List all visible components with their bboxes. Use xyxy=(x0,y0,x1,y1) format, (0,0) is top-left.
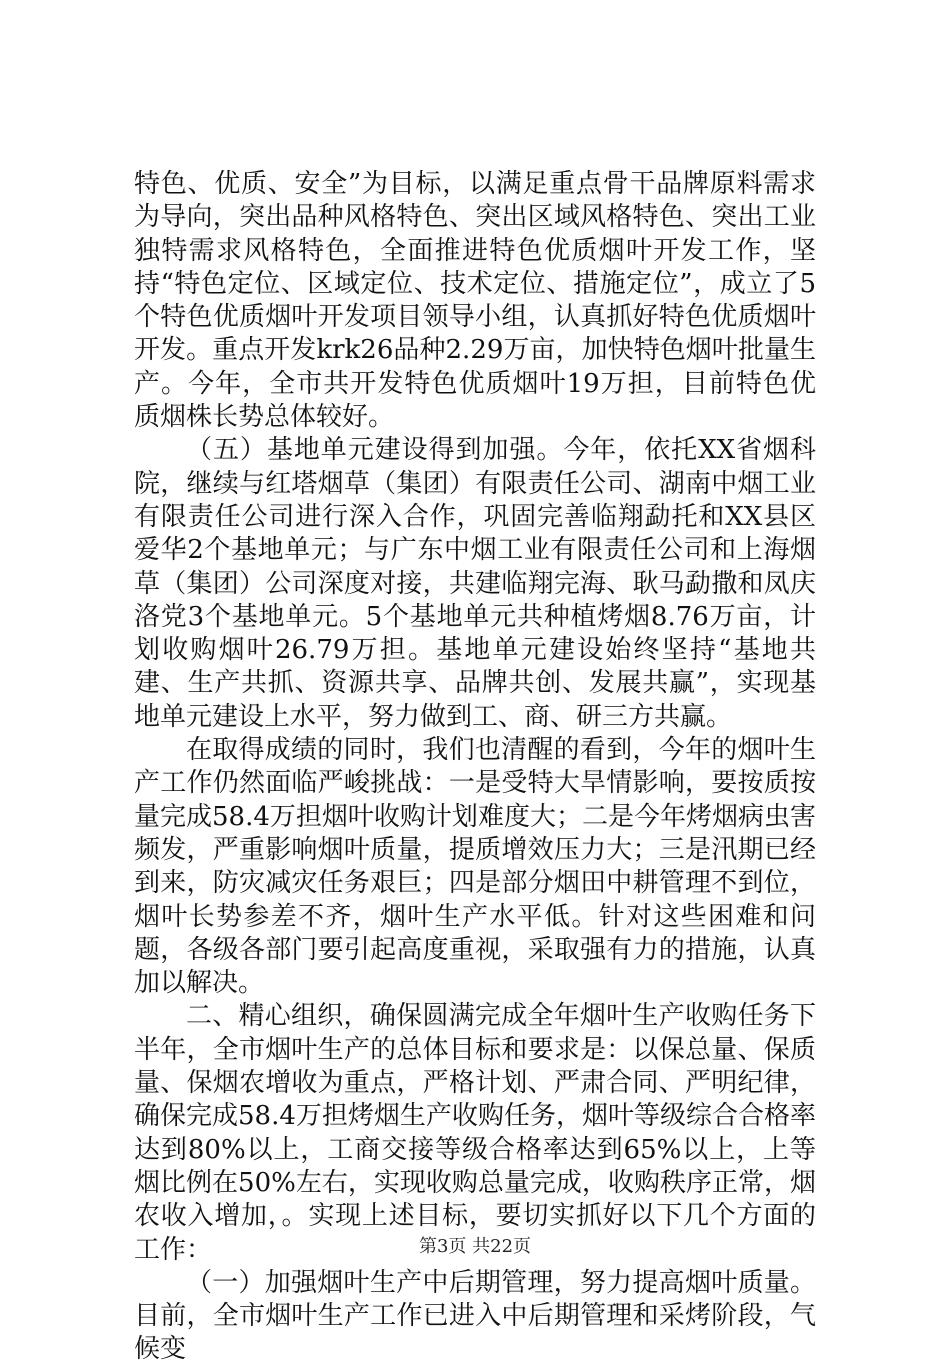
paragraph-challenges: 在取得成绩的同时，我们也清醒的看到，今年的烟叶生产工作仍然面临严峻挑战：一是受特大旱情影响，要按质按量完成58.4万担烟叶收购计划难度大；二是今年烤烟病虫害频发，严重影响烟叶质量，提质增效压力大；三是汛期已经到来，防灾减灾任务艰巨；四是部分烟田中耕管理不到位，烟叶长势参差不齐，烟叶生产水平低。针对这些困难和问题，各级各部门要引起高度重视，采取强有力的措施，认真加以解决。 xyxy=(134,735,816,999)
paragraph-section-two: 二、精心组织，确保圆满完成全年烟叶生产收购任务下半年，全市烟叶生产的总体目标和要求是：以保总量、保质量、保烟农增收为重点，严格计划、严肃合同、严明纪律，确保完成58.4万担烤烟生产收购任务，烟叶等级综合合格率达到80%以上，工商交接等级合格率达到65%以上，上等烟比例在50%左右，实现收购总量完成，收购秩序正常，烟农收入增加，。实现上述目标，要切实抓好以下几个方面的工作： xyxy=(134,1001,816,1265)
document-body xyxy=(134,168,816,1367)
paragraph-continuation: 特色、优质、安全”为目标，以满足重点骨干品牌原料需求为导向，突出品种风格特色、突出区域风格特色、突出工业独特需求风格特色，全面推进特色优质烟叶开发工作，坚持“特色定位、区域定位、技术定位、措施定位”，成立了5个特色优质烟叶开发项目领导小组，认真抓好特色优质烟叶开发。重点开发krk26品种2.29万亩，加快特色烟叶批量生产。今年，全市共开发特色优质烟叶19万担，目前特色优质烟株长势总体较好。 xyxy=(134,169,816,433)
paragraph-management: （一）加强烟叶生产中后期管理，努力提高烟叶质量。目前，全市烟叶生产工作已进入中后期管理和采烤阶段，气候变 xyxy=(134,1267,816,1365)
page-number-footer: 第3页 共22页 xyxy=(418,1236,532,1257)
paragraph-base-units: （五）基地单元建设得到加强。今年，依托XX省烟科院，继续与红塔烟草（集团）有限责任公司、湖南中烟工业有限责任公司进行深入合作，巩固完善临翔勐托和XX县区爱华2个基地单元；与广东中烟工业有限责任公司和上海烟草（集团）公司深度对接，共建临翔完海、耿马勐撒和凤庆洛党3个基地单元。5个基地单元共种植烤烟8.76万亩，计划收购烟叶26.79万担。基地单元建设始终坚持“基地共建、生产共抓、资源共享、品牌共创、发展共赢”，实现基地单元建设上水平，努力做到工、商、研三方共赢。 xyxy=(134,435,816,732)
